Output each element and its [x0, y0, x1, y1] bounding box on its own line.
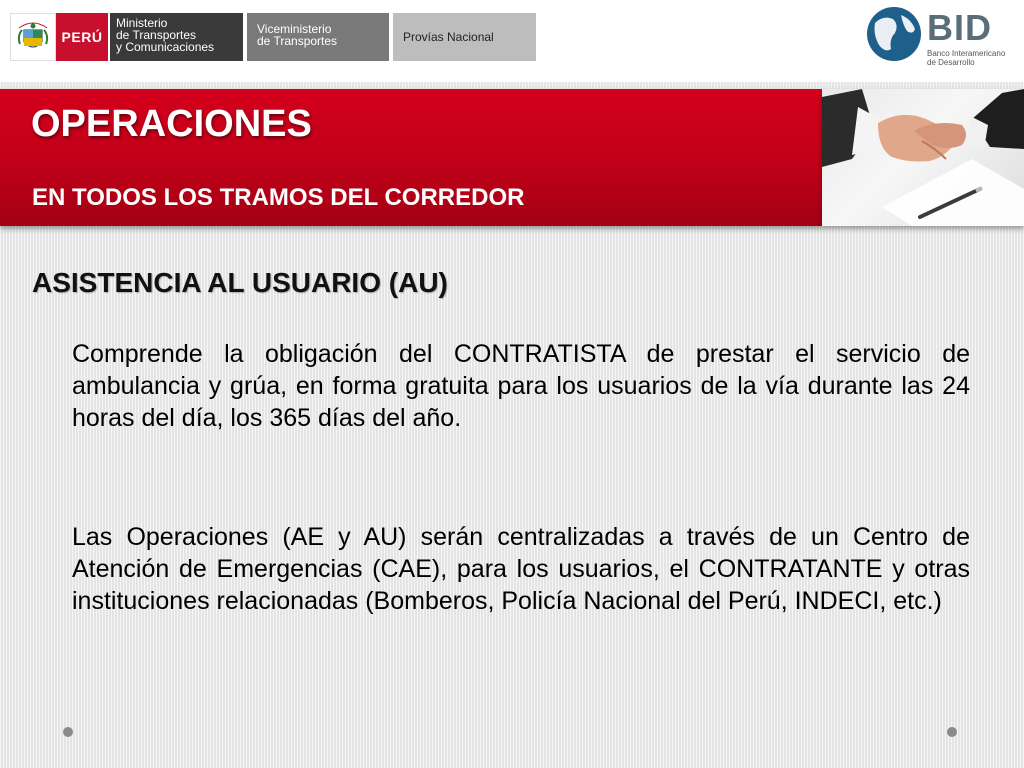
bid-wordmark: BID	[927, 7, 992, 48]
handshake-photo	[822, 89, 1024, 226]
bid-subtitle-line: Banco Interamericano	[927, 49, 1006, 58]
viceministerio-line: Viceministerio	[257, 22, 332, 36]
viceministerio-label	[247, 13, 389, 61]
bid-subtitle	[927, 49, 1005, 67]
bid-globe-icon	[865, 5, 923, 63]
ministerio-line: y Comunicaciones	[116, 40, 215, 54]
body-paragraph: Las Operaciones (AE y AU) serán centralizadas a través de un Centro de Atención de Emergencias (CAE), para los usuarios, el CONTRATANTE y otras instituciones relacionadas (Bomberos, Policía Nacional del Perú, INDECI, etc.)	[72, 523, 970, 615]
logo-strip	[0, 0, 1024, 82]
peru-coat-of-arms-icon	[10, 13, 56, 61]
decorative-dot	[947, 727, 957, 737]
peru-label: PERÚ	[56, 13, 108, 61]
peru-government-logo	[10, 13, 243, 61]
decorative-dot	[63, 727, 73, 737]
banner-subtitle: EN TODOS LOS TRAMOS DEL CORREDOR	[32, 184, 525, 211]
ministerio-label	[108, 13, 243, 61]
viceministerio-line: de Transportes	[257, 34, 338, 48]
banner-title: OPERACIONES	[31, 103, 312, 145]
ministerio-line: de Transportes	[116, 28, 197, 42]
bid-subtitle-line: de Desarrollo	[927, 58, 975, 67]
bid-logo	[865, 5, 1015, 71]
title-banner	[0, 89, 822, 226]
provias-label: Provías Nacional	[393, 13, 536, 61]
section-heading: ASISTENCIA AL USUARIO (AU)	[32, 267, 448, 298]
body-paragraph: Comprende la obligación del CONTRATISTA de prestar el servicio de ambulancia y grúa, en forma gratuita para los usuarios de la vía durante las 24 horas del día, los 365 días del año.	[72, 340, 970, 432]
ministerio-line: Ministerio	[116, 16, 168, 30]
